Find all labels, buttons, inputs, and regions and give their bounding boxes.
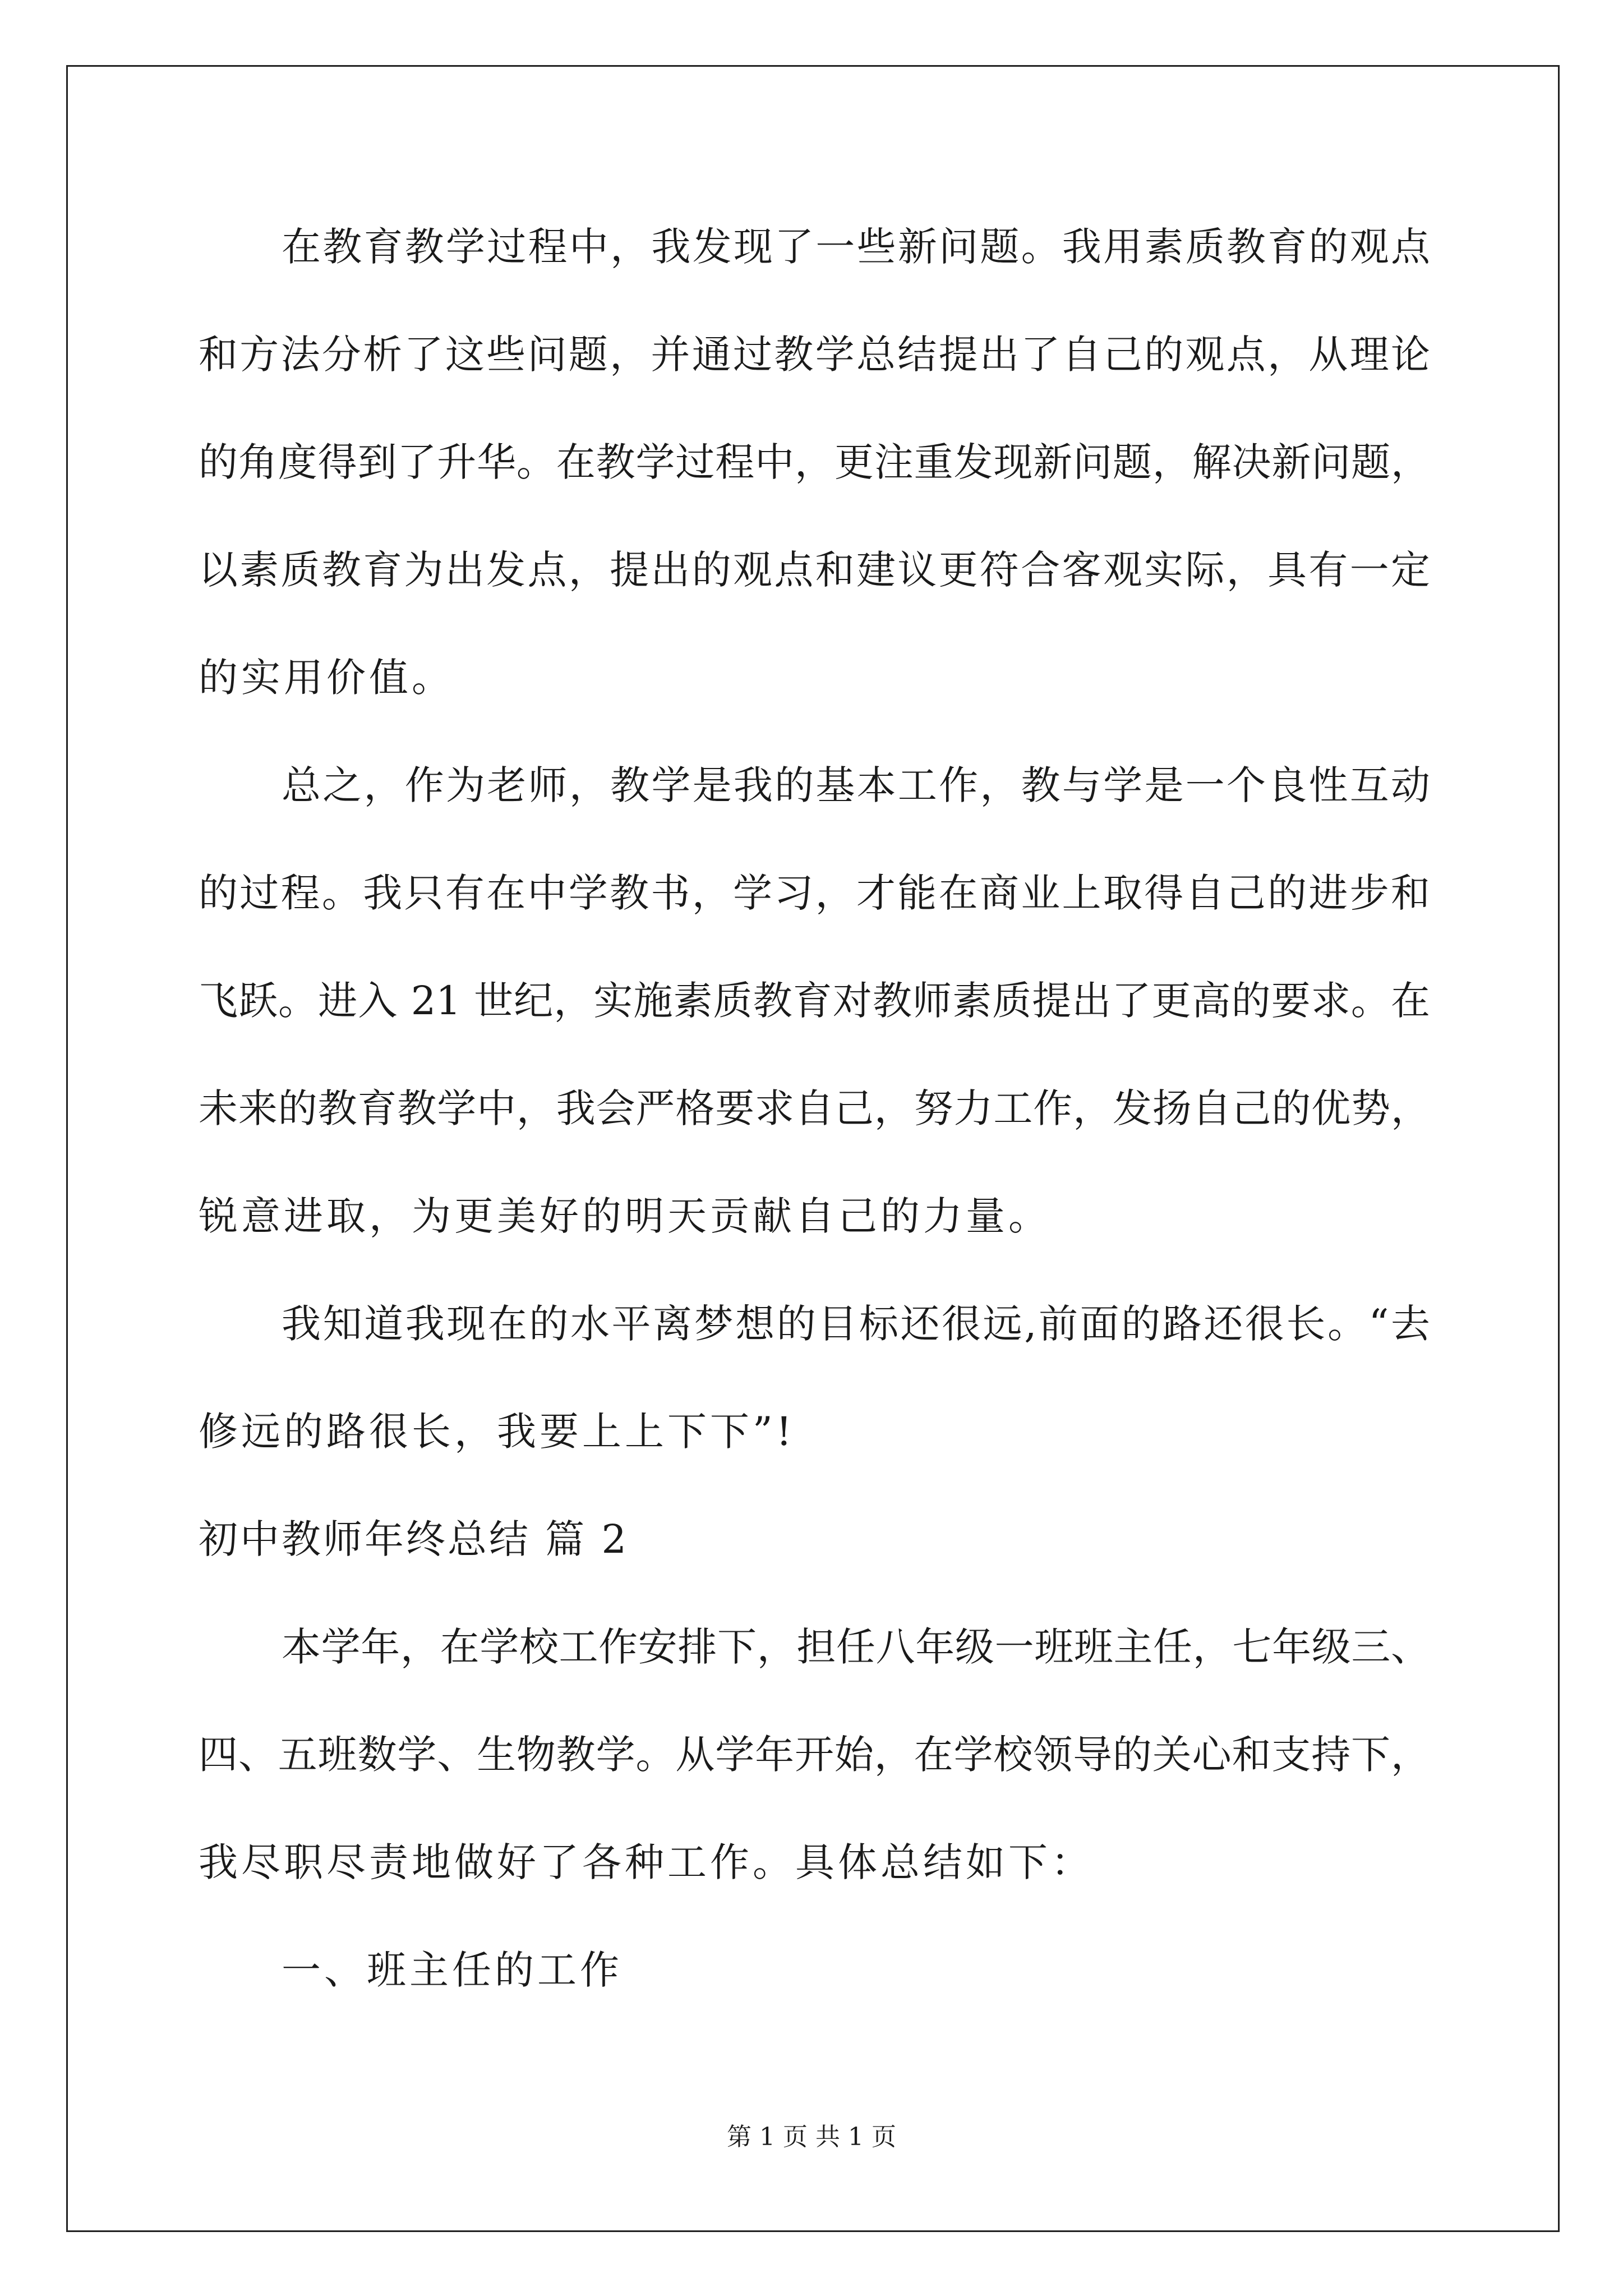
paragraph-2-line-4: 未来的教育教学中，我会严格要求自己，努力工作，发扬自己的优势， [199, 1085, 1430, 1131]
paragraph-2-line-3: 飞跃。进入 21 世纪，实施素质教育对教师素质提出了更高的要求。在 [199, 978, 1430, 1024]
paragraph-4-line-2: 四、五班数学、生物教学。从学年开始，在学校领导的关心和支持下， [199, 1732, 1430, 1778]
page-number-footer: 第 1 页 共 1 页 [727, 2123, 896, 2151]
paragraph-4-line-3: 我尽职尽责地做好了各种工作。具体总结如下： [199, 1839, 1094, 1885]
paragraph-3-line-2: 修远的路很长，我要上上下下”! [199, 1409, 795, 1455]
subheading-class-teacher-work: 一、班主任的工作 [282, 1947, 623, 1993]
paragraph-2-line-2: 的过程。我只有在中学教书，学习，才能在商业上取得自己的进步和 [199, 870, 1430, 916]
paragraph-1-line-3: 的角度得到了升华。在教学过程中，更注重发现新问题，解决新问题， [199, 439, 1430, 485]
paragraph-1-line-4: 以素质教育为出发点，提出的观点和建议更符合客观实际，具有一定 [199, 547, 1430, 593]
paragraph-2-line-1: 总之，作为老师，教学是我的基本工作，教与学是一个良性互动 [282, 762, 1430, 808]
paragraph-4-line-1: 本学年，在学校工作安排下，担任八年级一班班主任，七年级三、 [282, 1624, 1430, 1670]
paragraph-1-line-2: 和方法分析了这些问题，并通过教学总结提出了自己的观点，从理论 [199, 332, 1430, 378]
paragraph-1-line-5: 的实用价值。 [199, 655, 454, 701]
paragraph-1-line-1: 在教育教学过程中，我发现了一些新问题。我用素质教育的观点 [282, 224, 1430, 270]
page-border [66, 65, 1560, 2232]
paragraph-3-line-1: 我知道我现在的水平离梦想的目标还很远,前面的路还很长。“去 [282, 1301, 1430, 1347]
paragraph-2-line-5: 锐意进取，为更美好的明天贡献自己的力量。 [199, 1193, 1051, 1239]
section-heading: 初中教师年终总结 篇 2 [199, 1516, 629, 1562]
